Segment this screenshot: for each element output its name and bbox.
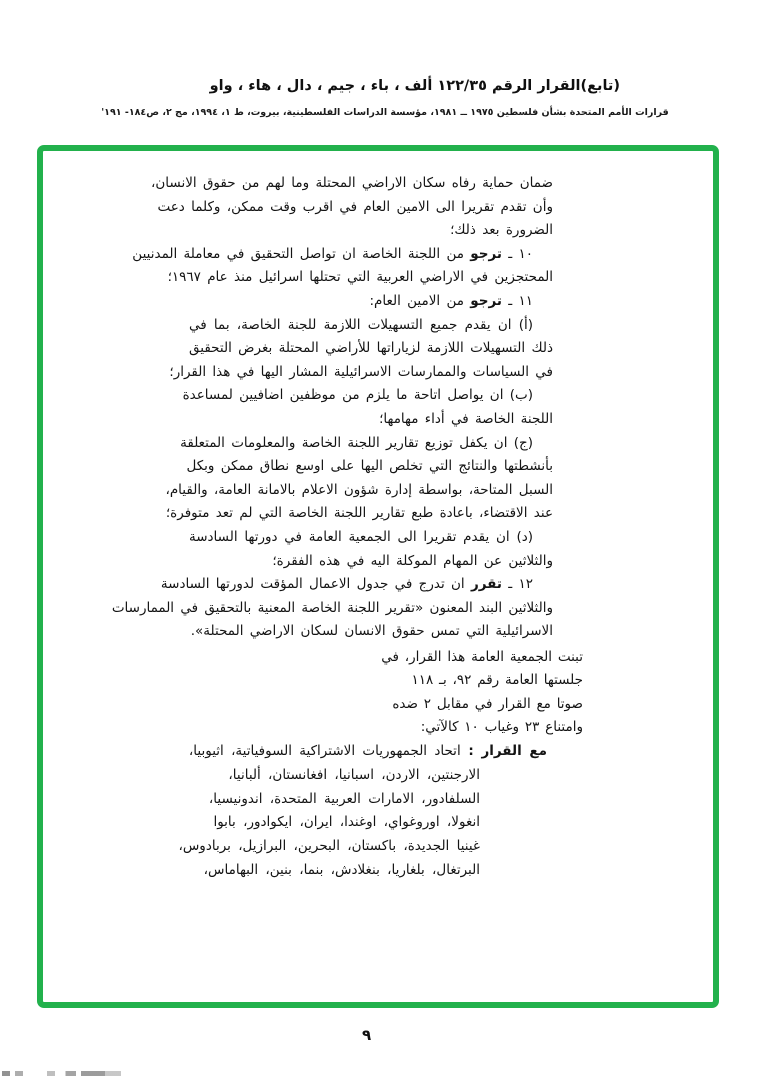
text-line: تبنت الجمعية العامة هذا القرار، في xyxy=(381,649,583,665)
text-line: والثلاثين عن المهام الموكلة اليه في هذه الفقرة؛ xyxy=(272,552,553,569)
text-line: اللجنة الخاصة في أداء مهامها؛ xyxy=(379,410,553,427)
text-line: وأن تقدم تقريرا الى الامين العام في اقرب وقت ممكن، وكلما دعت xyxy=(157,198,553,215)
text-line: (د) ان يقدم تقريرا الى الجمعية العامة في دورتها السادسة xyxy=(189,528,533,545)
text-line: بأنشطتها والنتائج التي تخلص اليها على اوسع نطاق ممكن وبكل xyxy=(186,458,553,475)
text-line: المحتجزين في الاراضي العربية التي تحتلها اسرائيل منذ عام ١٩٦٧؛ xyxy=(167,269,553,286)
text-line: الارجنتين، الاردن، اسبانيا، افغانستان، ألبانيا، xyxy=(228,766,480,783)
page-number: ٩ xyxy=(362,1026,372,1044)
text-line: السلفادور، الامارات العربية المتحدة، اندونيسيا، xyxy=(208,790,480,807)
text-line: عند الاقتضاء، باعادة طبع تقارير اللجنة الخاصة التي لم تعد متوفرة؛ xyxy=(165,505,553,522)
document-title-line: (تابع)القرار الرقم ١٢٢/٣٥ ألف ، باء ، جيم ، دال ، هاء ، واو xyxy=(209,78,620,94)
text-line: مع القرار : اتحاد الجمهوريات الاشتراكية السوفياتية، اثيوبيا، xyxy=(188,743,547,759)
text-line: الاسرائيلية التي تمس حقوق الانسان لسكان الاراضي المحتلة». xyxy=(190,623,553,640)
text-line: الضرورة بعد ذلك؛ xyxy=(450,222,553,239)
text-line: صوتا مع القرار في مقابل ٢ ضده xyxy=(392,695,583,712)
text-line: في السياسات والممارسات الاسرائيلية المشار اليها في هذا القرار؛ xyxy=(169,363,553,380)
text-line: وامتناع ٢٣ وغياب ١٠ كالآتي: xyxy=(420,719,583,736)
text-line: ضمان حماية رفاه سكان الاراضي المحتلة وما لهم من حقوق الانسان، xyxy=(151,175,553,191)
document-source-citation: قرارات الأمم المتحدة بشأن فلسطين ١٩٧٥ ــ ١٩٨١، مؤسسة الدراسات الفلسطينية، بيروت، ط ١، ١٩٩٤، مج ٢، ص١٨٤- ١٩١' xyxy=(101,107,669,118)
text-line: ١٠ ـ ترجو من اللجنة الخاصة ان تواصل التحقيق في معاملة المدنيين xyxy=(132,245,533,262)
text-line: انغولا، اوروغواي، اوغندا، ايران، ايكوادور، بابوا xyxy=(213,814,480,831)
resolution-body-text xyxy=(111,172,553,644)
text-line: (ج) ان يكفل توزيع تقارير اللجنة الخاصة والمعلومات المتعلقة xyxy=(180,434,533,451)
text-line: البرتغال، بلغاريا، بنغلادش، بنما، بنين، البهاماس، xyxy=(203,861,480,878)
text-line: ١٢ ـ تقرر ان تدرج في جدول الاعمال المؤقت لدورتها السادسة xyxy=(160,576,533,593)
text-line: ذلك التسهيلات اللازمة لزياراتها للأراضي المحتلة بغرض التحقيق xyxy=(189,340,553,357)
text-line: السبل المتاحة، بواسطة إدارة شؤون الاعلام بالامانة العامة، والقيام، xyxy=(165,481,553,498)
vote-country-list xyxy=(178,740,547,883)
text-line: والثلاثين البند المعنون «تقرير اللجنة الخاصة المعنية بالتحقيق في الممارسات xyxy=(111,599,553,616)
vote-summary-text xyxy=(323,646,583,740)
text-line: (ب) ان يواصل اتاحة ما يلزم من موظفين اضافيين لمساعدة xyxy=(182,387,533,404)
scan-artifact xyxy=(2,1071,134,1076)
text-line: ١١ ـ ترجو من الامين العام: xyxy=(369,292,533,309)
text-line: (أ) ان يقدم جميع التسهيلات اللازمة للجنة الخاصة، بما في xyxy=(189,316,533,333)
text-line: غينيا الجديدة، باكستان، البحرين، البرازيل، بربادوس، xyxy=(178,838,480,855)
text-line: جلستها العامة رقم ٩٢، بـ ١١٨ xyxy=(411,672,583,689)
